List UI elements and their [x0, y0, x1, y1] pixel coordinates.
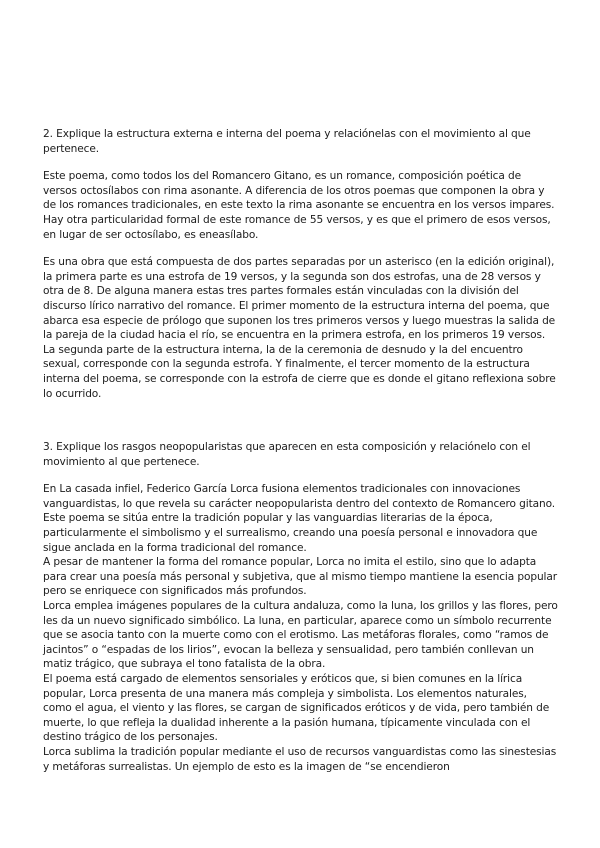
paragraph: Lorca emplea imágenes populares de la cultura andaluza, como la luna, los grillos y las flores, pero les da un nuevo significado simbólico. La luna, en particular, aparece como un símbolo recurrente que se asocia tanto con la muerte como con el erotismo. Las metáforas florales, como “ramos de jacintos” o “espadas de los lirios”, evocan la belleza y sensualidad, pero también conllevan un matiz trágico, que subraya el tono fatalista de la obra. — [43, 600, 558, 671]
question-2: 2. Explique la estructura externa e interna del poema y relaciónelas con el movimiento al que pertenece. — [43, 128, 531, 155]
question-3: 3. Explique los rasgos neopopularistas que aparecen en esta composición y relaciónelo con el movimiento al que pertenece. — [43, 441, 531, 468]
paragraph: El poema está cargado de elementos sensoriales y eróticos que, si bien comunes en la lírica popular, Lorca presenta de una manera más compleja y simbolista. Los elementos naturales, como el agua, el viento y las flores, se cargan de significados eróticos y de vida, pero también de muerte, lo que refleja la dualidad inherente a la pasión humana, típicamente vinculada con el destino trágico de los personajes. — [43, 673, 550, 744]
paragraph: Lorca sublima la tradición popular mediante el uso de recursos vanguardistas como las sinestesias y metáforas surrealistas. Un ejemplo de esto es la imagen de “se encendieron — [43, 745, 557, 773]
section-spacer — [43, 414, 558, 440]
paragraph: Este poema, como todos los del Romancero Gitano, es un romance, composición poética de versos octosílabos con rima asonante. A diferencia de los otros poemas que componen la obra y de los romances tradicionales, en este texto la rima asonante se encuentra en los versos impares. Hay otra particularidad formal de este romance de 55 versos, y es que el primero de esos versos, en lugar de ser octosílabo, es eneasílabo. — [43, 170, 555, 241]
paragraph: Es una obra que está compuesta de dos partes separadas por un asterisco (en la edición original), la primera parte es una estrofa de 19 versos, y la segunda son dos estrofas, una de 28 versos y otra de 8. De alguna manera estas tres partes formales están vinculadas con la división del discurso lírico narrativo del romance. El primer momento de la estructura interna del poema, que abarca esa especie de prólogo que suponen los tres primeros versos y luego muestras la salida de la pareja de la ciudad hacia el río, se encuentra en la primera estrofa, en los primeros 19 versos. La segunda parte de la estructura interna, la de la ceremonia de desnudo y la del encuentro sexual, corresponde con la segunda estrofa. Y finalmente, el tercer momento de la estructura interna del poema, se corresponde con la estrofa de cierre que es donde el gitano reflexiona sobre lo ocurrido. — [43, 256, 556, 400]
paragraph: En La casada infiel, Federico García Lorca fusiona elementos tradicionales con innovaciones vanguardistas, lo que revela su carácter neopopularista dentro del contexto de Romancero gitano. Este poema se sitúa entre la tradición popular y las vanguardias literarias de la época, particularmente el simbolismo y el surrealismo, creando una poesía personal e innovadora que sigue anclada en la forma tradicional del romance. — [43, 483, 556, 554]
paragraph: A pesar de mantener la forma del romance popular, Lorca no imita el estilo, sino que lo adapta para crear una poesía más personal y subjetiva, que al mismo tiempo mantiene la esencia popular pero se enriquece con significados más profundos. — [43, 556, 557, 598]
